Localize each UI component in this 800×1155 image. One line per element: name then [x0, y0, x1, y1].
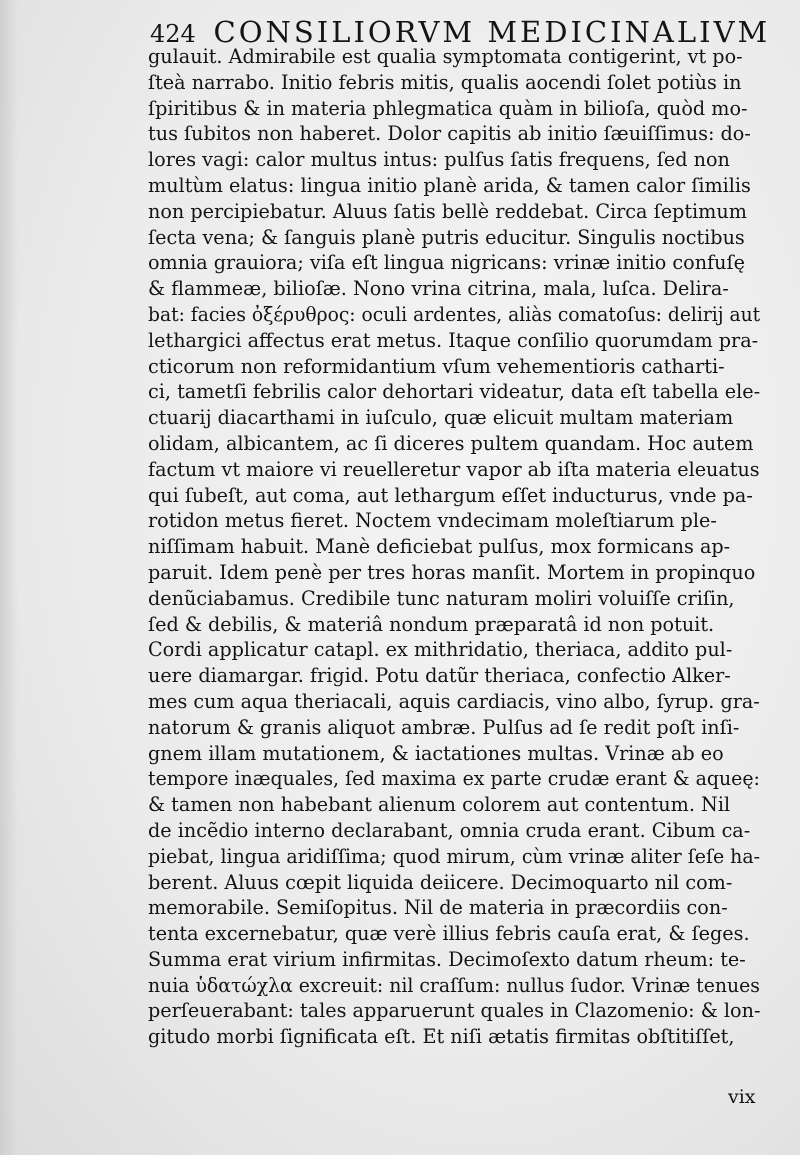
text-line: Cordi applicatur catapl. ex mithridatio, theriaca, addito pul-	[148, 638, 733, 662]
text-line: berent. Aluus cœpit liquida deiicere. Decimoquarto nil com-	[148, 870, 733, 894]
text-line: paruit. Idem penè per tres horas manſit. Mortem in propinquo	[148, 560, 756, 584]
text-line: lethargici affectus erat metus. Itaque conſilio quorumdam pra-	[148, 328, 759, 352]
text-line: ſed & debilis, & materiâ nondum præparatâ id non potuit.	[148, 612, 715, 636]
text-line: lores vagi: calor multus intus: pulſus ſatis frequens, ſed non	[148, 148, 730, 172]
text-line: & tamen non habebant alienum colorem aut contentum. Nil	[148, 793, 731, 817]
text-line: qui ſubeſt, aut coma, aut lethargum eſſet inducturus, vnde pa-	[148, 483, 753, 507]
text-line: denũciabamus. Credibile tunc naturam moliri voluiſſe criſin,	[148, 586, 735, 610]
text-line: gulauit. Admirabile est qualia symptomata contigerint, vt po-	[148, 45, 743, 68]
text-line: perſeuerabant: tales apparuerunt quales in Clazomenio: & lon-	[148, 999, 761, 1023]
text-line: natorum & granis aliquot ambræ. Pulſus ad ſe redit poſt inſi-	[148, 715, 740, 739]
text-line: cticorum non reformidantium vſum vehementioris catharti-	[148, 354, 725, 378]
text-line: uere diamargar. frigid. Potu datũr theriaca, confectio Alker-	[148, 664, 731, 688]
text-line: de incẽdio interno declarabant, omnia cruda erant. Cibum ca-	[148, 818, 751, 842]
text-line: olidam, albicantem, ac ſi diceres pultem quandam. Hoc autem	[148, 431, 754, 455]
text-line: & flammeæ, bilioſæ. Nono vrina citrina, mala, luſca. Delira-	[148, 277, 729, 301]
text-line: mes cum aqua theriacali, aquis cardiacis, vino albo, ſyrup. gra-	[148, 689, 760, 713]
text-line: bat: facies ὀξέρυθρος: oculi ardentes, aliàs comatoſus: delirij aut	[148, 302, 761, 326]
text-line: non percipiebatur. Aluus ſatis bellè reddebat. Circa ſeptimum	[148, 199, 747, 223]
text-line: Summa erat virium infirmitas. Decimoſexto datum rheum: te-	[148, 947, 746, 971]
text-line: ctuarij diacarthami in iuſculo, quæ elicuit multam materiam	[148, 406, 734, 430]
body-text	[148, 44, 760, 1050]
text-line: factum vt maiore vi reuelleretur vapor ab iſta materia eleuatus	[148, 457, 760, 481]
text-line: multùm elatus: lingua initio planè arida, & tamen calor ſimilis	[148, 173, 751, 197]
running-title: CONSILIORVM MEDICINALIVM	[213, 15, 771, 49]
text-line: ſteà narrabo. Initio febris mitis, qualis aocendi ſolet potiùs in	[148, 70, 742, 94]
text-line: ſecta vena; & ſanguis planè putris educitur. Singulis noctibus	[148, 225, 745, 249]
page-number: 424	[150, 20, 196, 48]
text-line: omnia grauiora; viſa eſt lingua nigricans: vrinæ initio confuſę	[148, 251, 745, 275]
text-line: piebat, lingua aridiſſima; quod mirum, cùm vrinæ aliter ſeſe ha-	[148, 844, 761, 868]
catchword: vix	[728, 1086, 756, 1108]
text-line: tempore inæquales, ſed maxima ex parte crudæ erant & aqueę:	[148, 767, 760, 791]
page-gutter-shadow	[0, 0, 18, 1155]
text-line: memorabile. Semiſopitus. Nil de materia in præcordiis con-	[148, 896, 728, 920]
text-line: gnem illam mutationem, & iactationes multas. Vrinæ ab eo	[148, 741, 724, 765]
text-line: tus ſubitos non haberet. Dolor capitis ab initio ſæuiſſimus: do-	[148, 122, 751, 146]
text-line: ſpiritibus & in materia phlegmatica quàm in bilioſa, quòd mo-	[148, 96, 748, 120]
text-line: gitudo morbi ſignificata eſt. Et niſi ætatis firmitas obſtitiſſet,	[148, 1025, 735, 1049]
text-line: rotidon metus fieret. Noctem vndecimam moleſtiarum ple-	[148, 509, 717, 533]
text-line: tenta excernebatur, quæ verè illius febris cauſa erat, & ſeges.	[148, 922, 750, 946]
text-line: nuia ὑδατώχλα excreuit: nil craſſum: nullus ſudor. Vrinæ tenues	[148, 973, 760, 997]
text-line: ci, tametſi febrilis calor dehortari videatur, data eſt tabella ele-	[148, 380, 761, 404]
text-line: niſſimam habuit. Manè deficiebat pulſus, mox formicans ap-	[148, 535, 731, 559]
